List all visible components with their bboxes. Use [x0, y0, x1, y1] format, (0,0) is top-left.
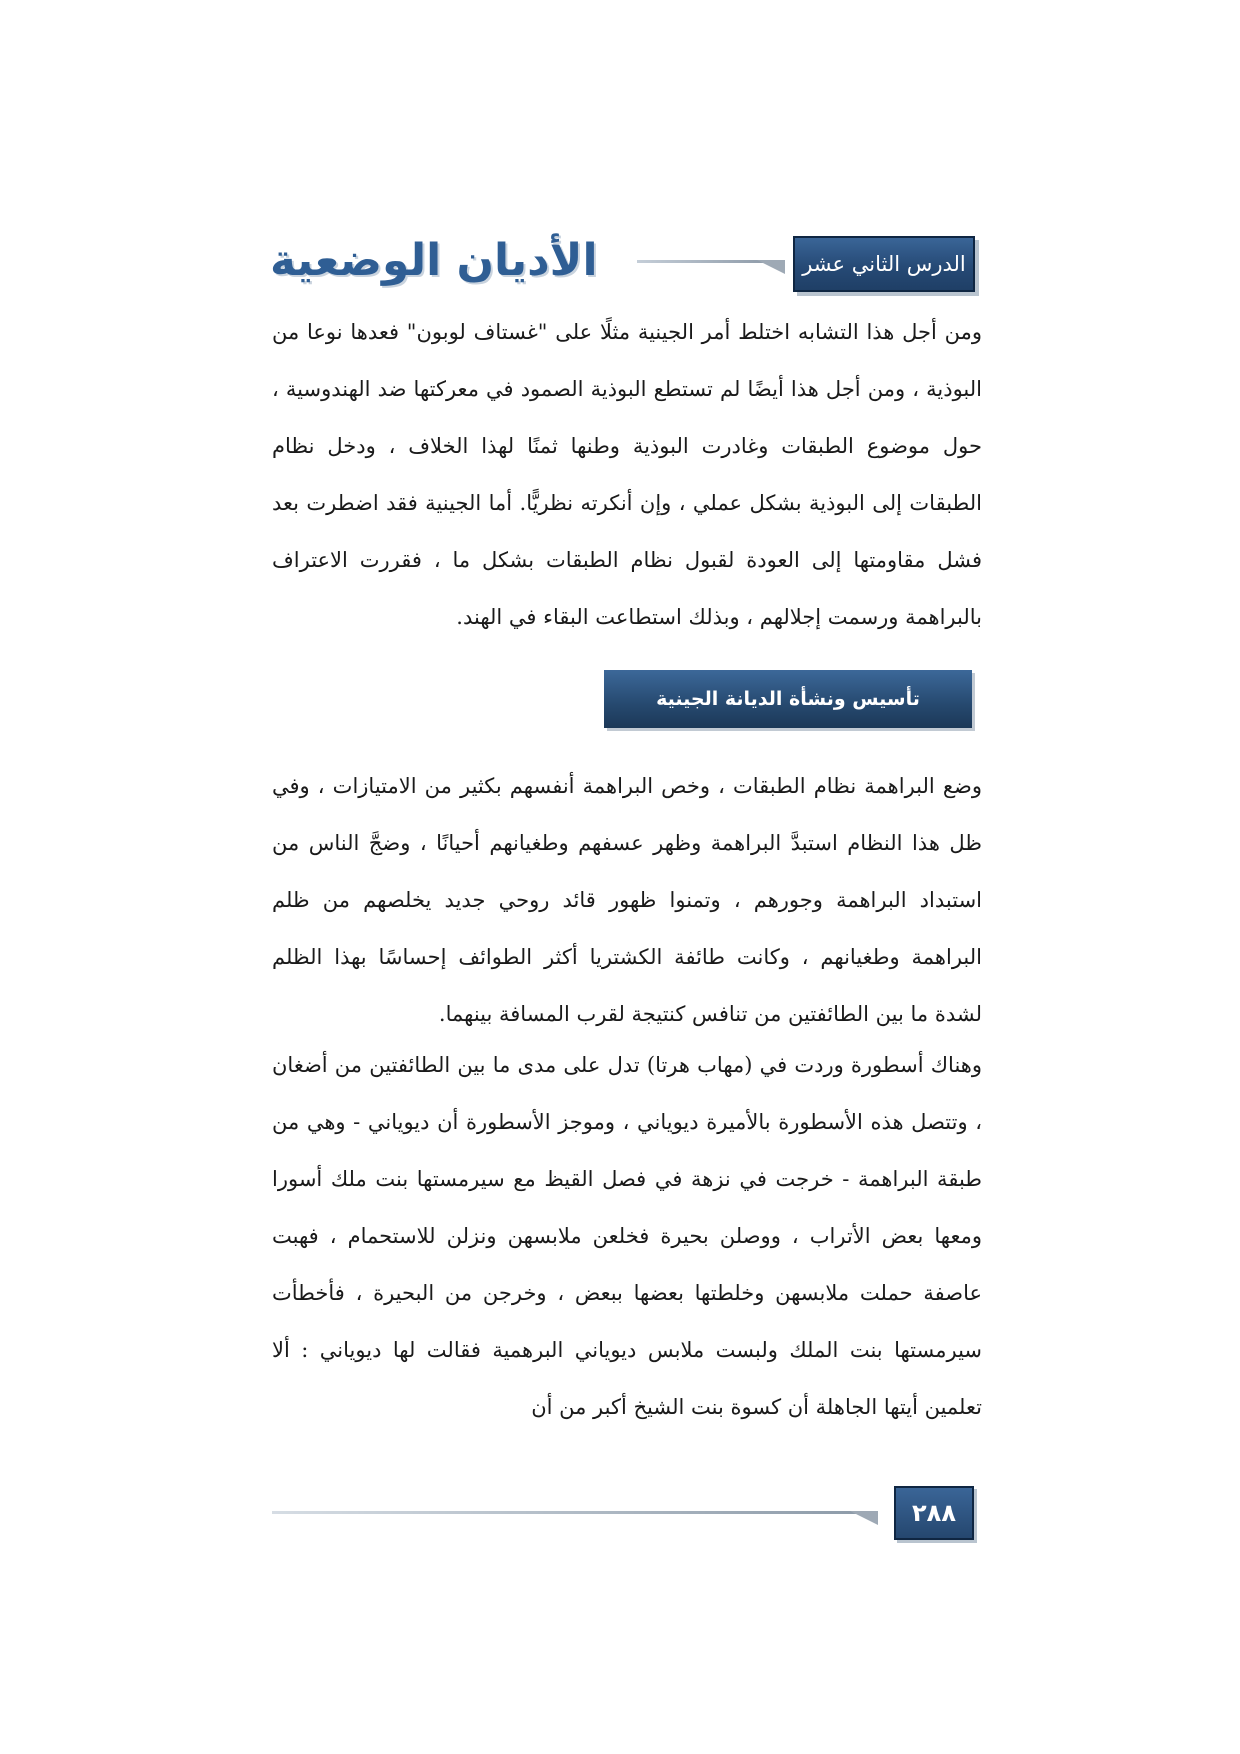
footer-divider	[272, 1511, 872, 1514]
footer-divider-wedge	[850, 1511, 878, 1525]
header-divider	[637, 260, 777, 263]
header-divider-wedge	[757, 260, 785, 274]
paragraph-1: ومن أجل هذا التشابه اختلط أمر الجينية مثلًا على "غستاف لوبون" فعدها نوعا من البوذية ، ومن أجل هذا أيضًا لم تستطع البوذية الصمود في معركتها ضد الهندوسية ، حول موضوع الطبقات وغادرت البوذية وطنها ثمنًا لهذا الخلاف ، ودخل نظام الطبقات إلى البوذية بشكل عملي ، وإن أنكرته نظريًّا. أما الجينية فقد اضطرت بعد فشل مقاومتها إلى العودة لقبول نظام الطبقات بشكل ما ، فقررت الاعتراف بالبراهمة ورسمت إجلالهم ، وبذلك استطاعت البقاء في الهند.	[272, 320, 982, 629]
section-heading: تأسيس ونشأة الديانة الجينية	[604, 670, 972, 728]
paragraph-3: وهناك أسطورة وردت في (مهاب هرتا) تدل على مدى ما بين الطائفتين من أضغان ، وتتصل هذه الأسطورة بالأميرة ديوياني ، وموجز الأسطورة أن ديوياني - وهي من طبقة البراهمة - خرجت في نزهة في فصل القيظ مع سيرمستها بنت ملك أسورا ومعها بعض الأتراب ، ووصلن بحيرة فخلعن ملابسهن ونزلن للاستحمام ، فهبت عاصفة حملت ملابسهن وخلطتها بعضها ببعض ، وخرجن من البحيرة ، فأخطأت سيرمستها بنت الملك ولبست ملابس ديوياني البرهمية فقالت لها ديوياني : ألا تعلمين أيتها الجاهلة أن كسوة بنت الشيخ أكبر من أن	[272, 1053, 982, 1419]
book-title: الأديان الوضعية	[270, 235, 598, 286]
lesson-label: الدرس الثاني عشر	[793, 236, 975, 292]
page-header	[270, 230, 975, 300]
page-number: ٢٨٨	[894, 1486, 974, 1540]
paragraph-2: وضع البراهمة نظام الطبقات ، وخص البراهمة أنفسهم بكثير من الامتيازات ، وفي ظل هذا النظام استبدَّ البراهمة وظهر عسفهم وطغيانهم أحيانًا ، وضجَّ الناس من استبداد البراهمة وجورهم ، وتمنوا ظهور قائد روحي جديد يخلصهم من ظلم البراهمة وطغيانهم ، وكانت طائفة الكشتريا أكثر الطوائف إحساسًا بهذا الظلم لشدة ما بين الطائفتين من تنافس كنتيجة لقرب المسافة بينهما.	[272, 774, 982, 1026]
